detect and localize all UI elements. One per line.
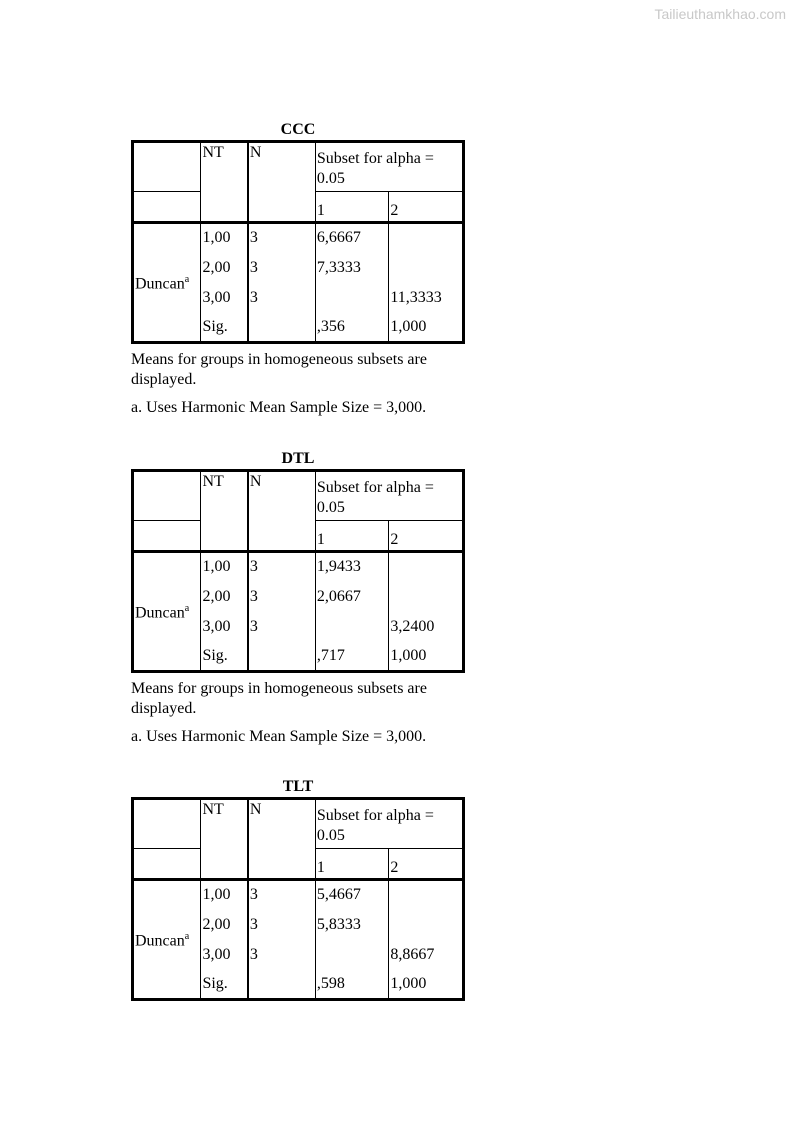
n-header: N — [248, 471, 315, 552]
n-cell: 3 — [248, 552, 315, 582]
anova-block — [131, 449, 465, 747]
subset2-cell: 1,000 — [389, 642, 464, 672]
method-superscript: a — [184, 603, 190, 615]
nt-cell: Sig. — [201, 642, 248, 672]
subset-header: Subset for alpha = 0.05 — [315, 799, 463, 849]
subset2-cell — [389, 552, 464, 582]
subset2-cell — [389, 910, 464, 940]
anova-block — [131, 120, 465, 418]
header-row — [133, 799, 464, 849]
nt-cell: 3,00 — [201, 940, 248, 970]
n-cell — [248, 642, 315, 672]
nt-cell: 1,00 — [201, 223, 248, 253]
method-label: Duncan — [135, 604, 185, 622]
subset-header: Subset for alpha = 0.05 — [315, 471, 463, 521]
nt-cell: 2,00 — [201, 910, 248, 940]
n-cell: 3 — [248, 253, 315, 283]
subset2-header: 2 — [389, 849, 464, 880]
corner-cell — [133, 471, 201, 521]
n-cell: 3 — [248, 612, 315, 642]
method-superscript: a — [184, 931, 190, 943]
table-title: TLT — [282, 778, 314, 795]
nt-cell: Sig. — [201, 970, 248, 1000]
table-row — [133, 223, 464, 253]
homogeneous-subsets-table — [131, 469, 465, 673]
table-footnote: a. Uses Harmonic Mean Sample Size = 3,000. — [131, 399, 427, 416]
subset1-cell: ,717 — [315, 642, 389, 672]
table-title: CCC — [280, 121, 316, 138]
subset2-cell — [389, 223, 464, 253]
subset2-header: 2 — [389, 521, 464, 552]
header-row — [133, 142, 464, 192]
subset1-cell — [315, 283, 389, 313]
n-cell: 3 — [248, 940, 315, 970]
nt-header: NT — [201, 142, 248, 223]
subset1-cell: 6,6667 — [315, 223, 389, 253]
nt-cell: 3,00 — [201, 612, 248, 642]
n-cell: 3 — [248, 880, 315, 910]
homogeneous-subsets-table — [131, 797, 465, 1001]
table-title: DTL — [281, 450, 315, 467]
nt-cell: 3,00 — [201, 283, 248, 313]
subset1-cell: ,598 — [315, 970, 389, 1000]
subset1-cell: 5,8333 — [315, 910, 389, 940]
subset2-cell — [389, 880, 464, 910]
subset1-cell: 2,0667 — [315, 582, 389, 612]
nt-cell: 2,00 — [201, 582, 248, 612]
subset2-header: 2 — [389, 192, 464, 223]
subset2-cell — [389, 253, 464, 283]
corner-cell-2 — [133, 192, 201, 223]
method-cell — [133, 880, 201, 1000]
nt-header: NT — [201, 471, 248, 552]
method-cell — [133, 223, 201, 343]
subset1-cell: ,356 — [315, 313, 389, 343]
subset1-cell — [315, 612, 389, 642]
table-note: Means for groups in homogeneous subsets are displayed. — [131, 680, 427, 717]
corner-cell — [133, 799, 201, 849]
anova-block — [131, 777, 465, 1001]
nt-cell: 2,00 — [201, 253, 248, 283]
subset2-cell: 8,8667 — [389, 940, 464, 970]
watermark: Tailieuthamkhao.com — [654, 6, 786, 22]
header-row — [133, 471, 464, 521]
n-cell: 3 — [248, 283, 315, 313]
method-superscript: a — [184, 274, 190, 286]
n-header: N — [248, 799, 315, 880]
method-cell — [133, 552, 201, 672]
subset2-cell: 3,2400 — [389, 612, 464, 642]
n-cell: 3 — [248, 582, 315, 612]
table-row — [133, 880, 464, 910]
subset1-header: 1 — [315, 521, 389, 552]
n-header: N — [248, 142, 315, 223]
corner-cell-2 — [133, 849, 201, 880]
n-cell: 3 — [248, 910, 315, 940]
table-footnote: a. Uses Harmonic Mean Sample Size = 3,000. — [131, 728, 427, 745]
corner-cell — [133, 142, 201, 192]
subset2-cell: 1,000 — [389, 970, 464, 1000]
subset1-header: 1 — [315, 849, 389, 880]
subset2-cell: 11,3333 — [389, 283, 464, 313]
nt-cell: 1,00 — [201, 880, 248, 910]
method-label: Duncan — [135, 932, 185, 950]
method-label: Duncan — [135, 275, 185, 293]
subset1-cell — [315, 940, 389, 970]
subset-header: Subset for alpha = 0.05 — [315, 142, 463, 192]
table-row — [133, 552, 464, 582]
corner-cell-2 — [133, 521, 201, 552]
n-cell — [248, 970, 315, 1000]
subset1-cell: 5,4667 — [315, 880, 389, 910]
subset2-cell — [389, 582, 464, 612]
n-cell — [248, 313, 315, 343]
subset1-cell: 1,9433 — [315, 552, 389, 582]
nt-cell: 1,00 — [201, 552, 248, 582]
table-note: Means for groups in homogeneous subsets are displayed. — [131, 351, 427, 388]
n-cell: 3 — [248, 223, 315, 253]
nt-header: NT — [201, 799, 248, 880]
subset1-cell: 7,3333 — [315, 253, 389, 283]
homogeneous-subsets-table — [131, 140, 465, 344]
subset1-header: 1 — [315, 192, 389, 223]
nt-cell: Sig. — [201, 313, 248, 343]
subset2-cell: 1,000 — [389, 313, 464, 343]
